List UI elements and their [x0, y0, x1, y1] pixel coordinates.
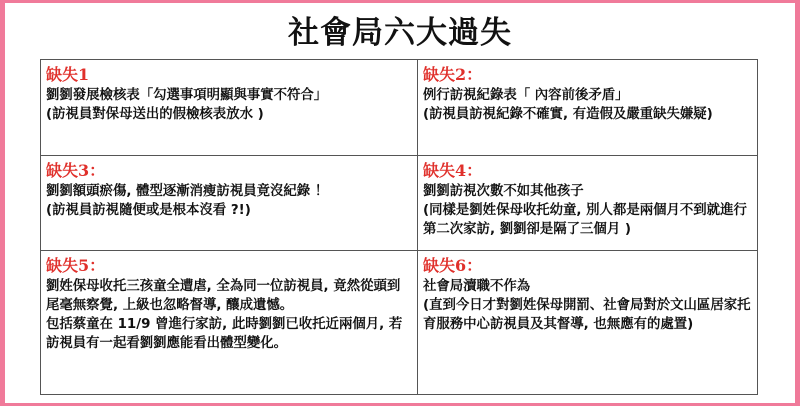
fault-cell-6 [418, 251, 758, 395]
table-row [41, 251, 758, 395]
faults-table [40, 59, 758, 395]
slide [5, 3, 795, 403]
fault-heading: 缺失1 [46, 65, 90, 84]
fault-cell-5 [41, 251, 418, 395]
fault-note: 包括蔡童在 11/9 曾進行家訪, 此時劉劉已收托近兩個月, 若訪視員有一起看劉劉應能看出體型變化。 [46, 317, 403, 351]
fault-heading: 缺失3： [46, 161, 106, 180]
fault-text: 例行訪視紀錄表「 內容前後矛盾」 [423, 88, 629, 103]
fault-heading: 缺失4： [423, 161, 483, 180]
fault-heading: 缺失5： [46, 256, 106, 275]
fault-text: 社會局瀆職不作為 [423, 279, 531, 294]
fault-cell-2 [418, 60, 758, 156]
fault-cell-3 [41, 156, 418, 251]
fault-note: (訪視員對保母送出的假檢核表放水 ) [46, 107, 264, 122]
fault-heading: 缺失6： [423, 256, 483, 275]
fault-heading: 缺失2： [423, 65, 483, 84]
table-row [41, 156, 758, 251]
fault-text: 劉劉訪視次數不如其他孩子 [423, 184, 584, 199]
fault-text: 劉劉額頭瘀傷, 體型逐漸消瘦訪視員竟沒紀錄 ！ [46, 184, 329, 199]
fault-text: 劉姓保母收托三孩童全遭虐, 全為同一位訪視員, 竟然從頭到尾毫無察覺, 上級也忽略督導, 釀成遺憾。 [46, 279, 401, 313]
page-title: 社會局六大過失 [288, 15, 512, 51]
fault-cell-1 [41, 60, 418, 156]
fault-note: (直到今日才對劉姓保母開罰、社會局對於文山區居家托育服務中心訪視員及其督導, 也無應有的處置) [423, 298, 751, 332]
table-row [41, 60, 758, 156]
fault-note: (同樣是劉姓保母收托幼童, 別人都是兩個月不到就進行第二次家訪, 劉劉卻是隔了三個月 ) [423, 203, 747, 237]
fault-cell-4 [418, 156, 758, 251]
fault-text: 劉劉發展檢核表「勾選事項明顯與事實不符合」 [46, 88, 328, 103]
fault-note: (訪視員訪視紀錄不確實, 有造假及嚴重缺失嫌疑) [423, 107, 713, 122]
fault-note: (訪視員訪視隨便或是根本沒看 ?!) [46, 203, 251, 218]
